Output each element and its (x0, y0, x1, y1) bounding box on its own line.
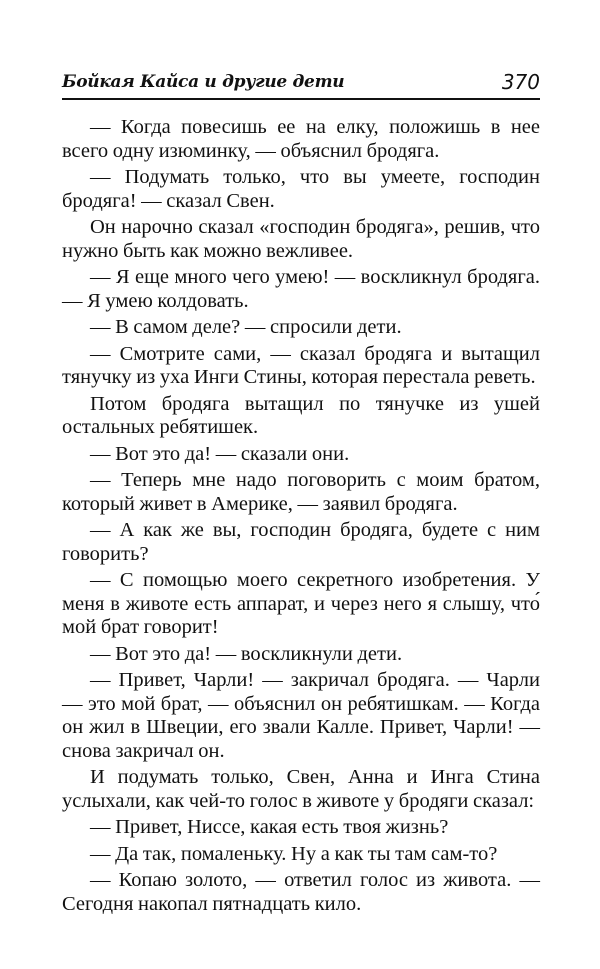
paragraph: — Привет, Ниссе, какая есть твоя жизнь? (90, 816, 449, 838)
paragraph: — Я еще много чего умею! — воскликнул бродяга. — Я умею колдовать. (62, 266, 540, 312)
paragraph: — Теперь мне надо поговорить с моим братом, который живет в Америке, — заявил бродяга. (62, 469, 540, 515)
running-head (62, 72, 540, 102)
paragraph: Потом бродяга вытащил по тянучке из ушей остальных ребятишек. (62, 392, 540, 438)
paragraph: — С помощью моего секретного изобретения. У меня в животе есть аппарат, и через него я слышу, что́ мой брат говорит! (62, 569, 540, 638)
paragraph: — Вот это да! — воскликнули дети. (90, 642, 403, 665)
paragraph: — А как же вы, господин бродяга, будете с ним говорить? (62, 519, 540, 565)
paragraph: — Копаю золото, — ответил голос из живота. — Сегодня накопал пятнадцать кило. (62, 869, 540, 915)
body-text (62, 116, 540, 919)
paragraph: И подумать только, Свен, Анна и Инга Стина услыхали, как чей-то голос в животе у бродяги сказал: (62, 766, 540, 812)
paragraph: — Привет, Чарли! — закричал бродяга. — Чарли — это мой брат, — объяснил он ребятишкам. — Когда он жил в Швеции, его звали Калле. Привет, Чарли! — снова закричал он. (62, 669, 540, 762)
paragraph: — Подумать только, что вы умеете, господин бродяга! — сказал Свен. (62, 166, 540, 212)
paragraph: — Смотрите сами, — сказал бродяга и вытащил тянучку из уха Инги Стины, которая перестала реветь. (62, 342, 540, 388)
paragraph: — Да так, помаленьку. Ну а как ты там сам-то? (90, 842, 498, 865)
paragraph: Он нарочно сказал «господин бродяга», решив, что нужно быть как можно вежливее. (62, 216, 540, 262)
paragraph: — В самом деле? — спросили дети. (90, 316, 402, 338)
page-number: 370 (501, 70, 540, 94)
header-rule (62, 98, 540, 100)
book-title: Бойкая Кайса и другие дети (62, 72, 345, 92)
paragraph: — Вот это да! — сказали они. (90, 442, 350, 465)
paragraph: — Когда повесишь ее на елку, положишь в нее всего одну изюминку, — объяснил бродяга. (62, 116, 540, 162)
